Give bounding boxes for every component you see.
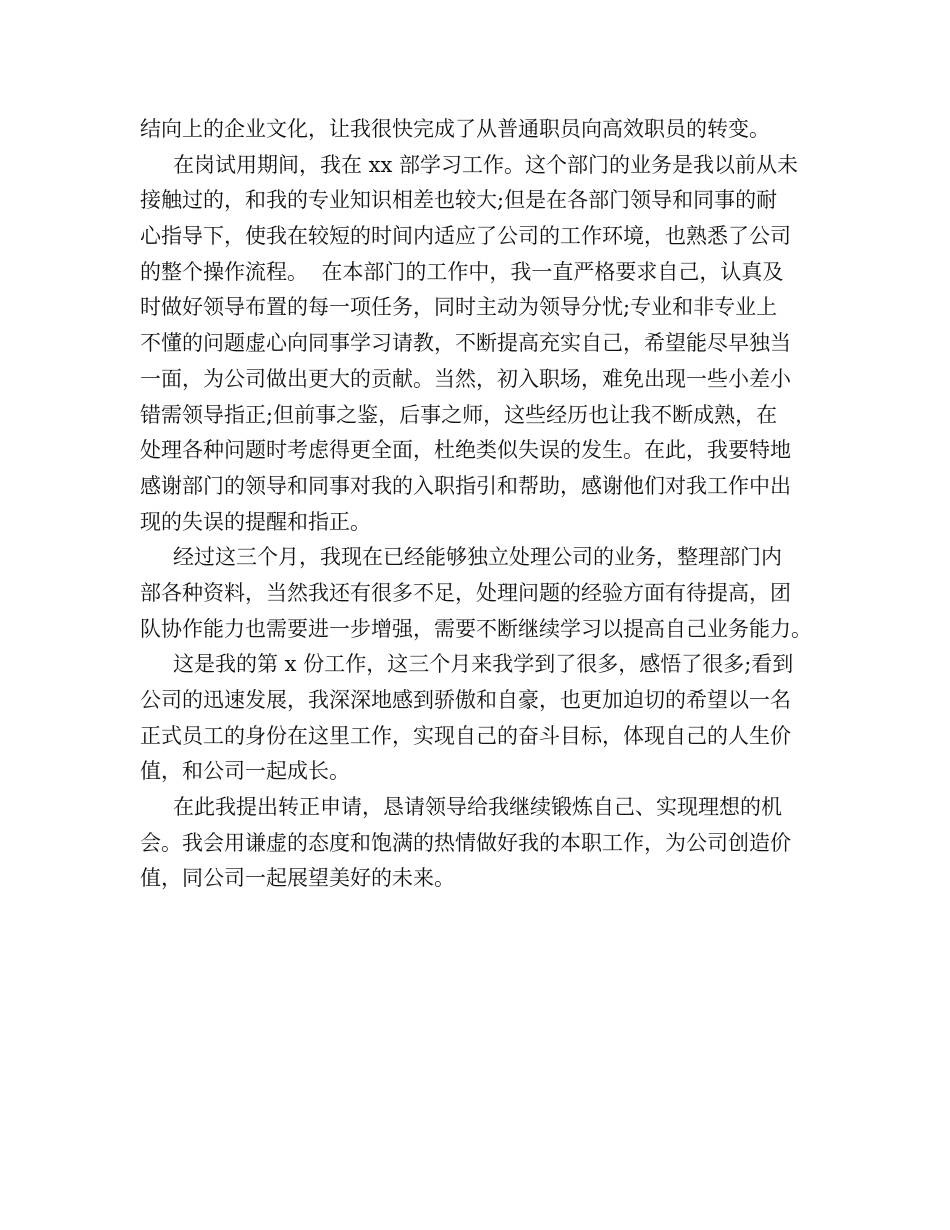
text-line: 正式员工的身份在这里工作，实现自己的奋斗目标，体现自己的人生价 xyxy=(140,723,791,748)
text-line: 现的失误的提醒和指正。 xyxy=(140,509,371,534)
paragraph-first-line: 在岗试用期间，我在 xx 部学习工作。这个部门的业务是我以前从未 xyxy=(173,152,799,177)
text-line: 感谢部门的领导和同事对我的入职指引和帮助，感谢他们对我工作中出 xyxy=(140,473,791,498)
text-line: 会。我会用谦虚的态度和饱满的热情做好我的本职工作，为公司创造价 xyxy=(140,830,791,855)
text-line: 处理各种问题时考虑得更全面，杜绝类似失误的发生。在此，我要特地 xyxy=(140,438,791,463)
text-line: 值，和公司一起成长。 xyxy=(140,759,350,784)
text-line: 结向上的企业文化，让我很快完成了从普通职员向高效职员的转变。 xyxy=(140,117,770,141)
text-line: 的整个操作流程。 在本部门的工作中，我一直严格要求自己，认真及 xyxy=(140,259,784,284)
text-line: 不懂的问题虚心向同事学习请教，不断提高充实自己，希望能尽早独当 xyxy=(140,331,791,356)
document-page xyxy=(140,112,824,897)
text-line: 公司的迅速发展，我深深地感到骄傲和自豪，也更加迫切的希望以一名 xyxy=(140,688,791,712)
text-line: 错需领导指正;但前事之鉴，后事之师，这些经历也让我不断成熟，在 xyxy=(140,402,778,427)
text-line: 一面，为公司做出更大的贡献。当然，初入职场，难免出现一些小差小 xyxy=(140,366,791,391)
paragraph-first-line: 在此我提出转正申请，恳请领导给我继续锻炼自己、实现理想的机 xyxy=(173,795,782,820)
text-line: 时做好领导布置的每一项任务，同时主动为领导分忧;专业和非专业上 xyxy=(140,295,778,320)
text-line: 心指导下，使我在较短的时间内适应了公司的工作环境，也熟悉了公司 xyxy=(140,224,791,249)
paragraph-first-line: 经过这三个月，我现在已经能够独立处理公司的业务，整理部门内 xyxy=(173,545,782,570)
text-line: 接触过的，和我的专业知识相差也较大;但是在各部门领导和同事的耐 xyxy=(140,188,778,213)
text-line: 队协作能力也需要进一步增强，需要不断继续学习以提高自己业务能力。 xyxy=(140,616,812,641)
text-line: 部各种资料，当然我还有很多不足，处理问题的经验方面有待提高，团 xyxy=(140,580,791,605)
text-line: 值，同公司一起展望美好的未来。 xyxy=(140,866,455,891)
paragraph-first-line: 这是我的第 x 份工作，这三个月来我学到了很多，感悟了很多;看到 xyxy=(173,652,794,677)
